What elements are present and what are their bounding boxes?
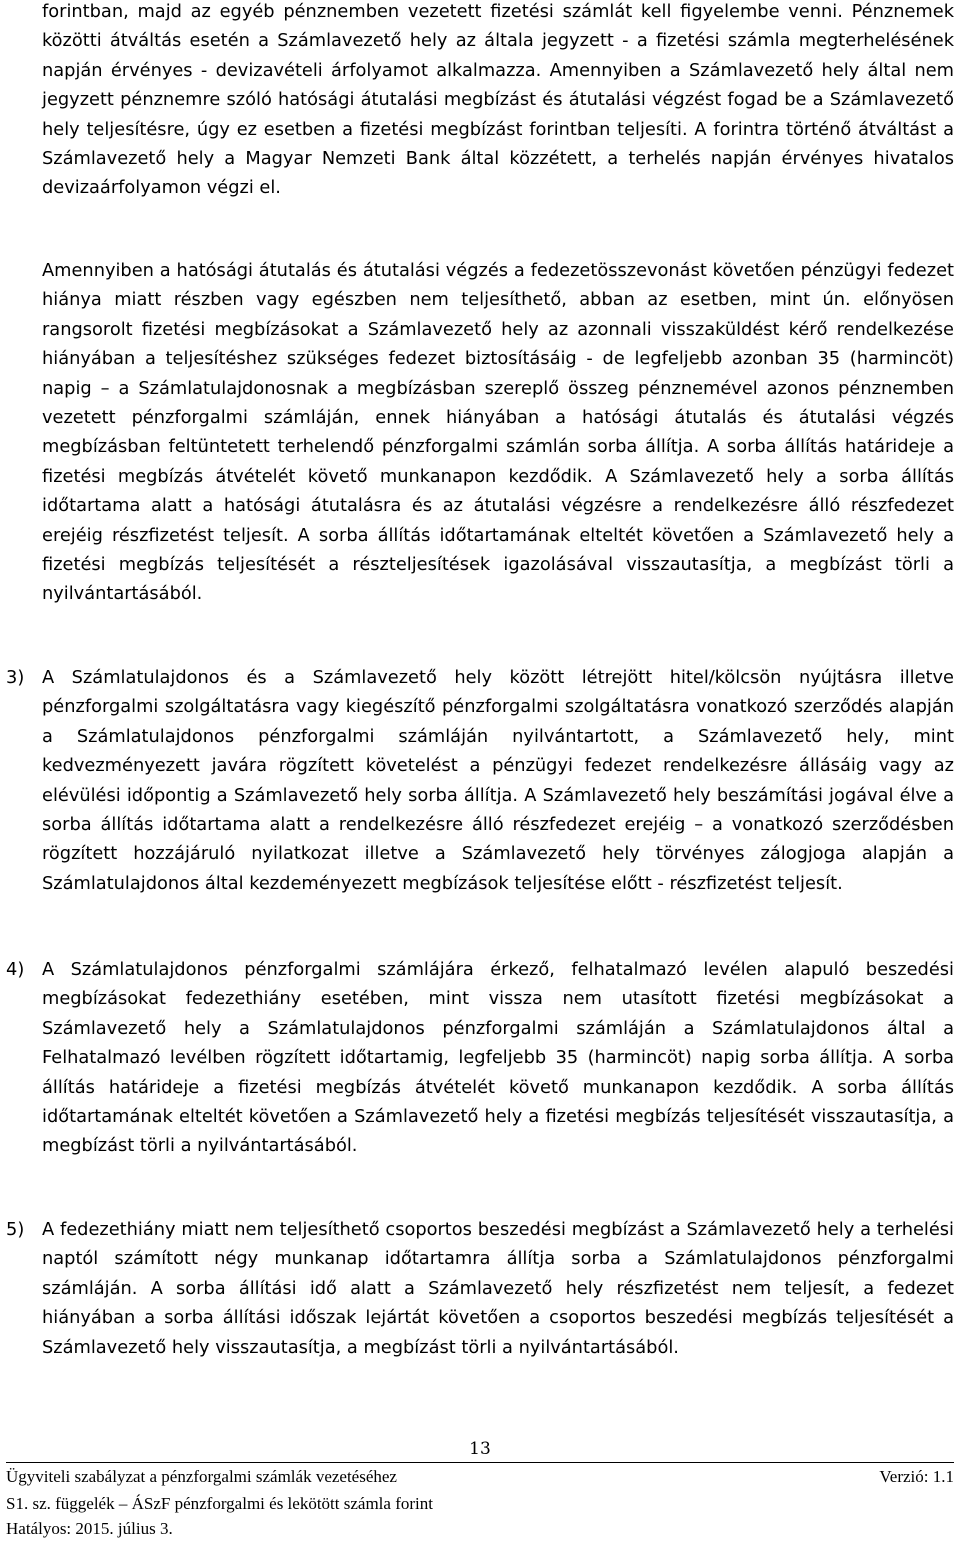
footer-annex: S1. sz. függelék – ÁSzF pénzforgalmi és lekötött számla forint [6,1494,433,1513]
page-number: 13 [469,1439,491,1459]
list-item-text: A fedezethiány miatt nem teljesíthető csoportos beszedési megbízást a Számlavezető hely a terhelési naptól számított négy munkanap időtartamra állítja sorba a Számlatulajdonos pénzforgalmi számláján. A sorba állítási idő alatt a Számlavezető hely részfizetést nem teljesít, a fedezet hiányában a sorba állítási időszak lejártát követően a csoportos beszedési megbízás teljesítését a Számlavezető hely visszautasítja, a megbízást törli a nyilvántartásából. [42,1219,954,1358]
fund-shortage-paragraph: Amennyiben a hatósági átutalás és átutalási végzés a fedezetösszevonást követően pénzügyi fedezet hiánya miatt részben vagy egészben nem teljesíthető, abban az esetben, mint ún. előnyösen rangsorolt fizetési megbízásokat a Számlavezető hely az azonnali visszaküldést kérő rendelkezése hiányában a teljesítéshez szükséges fedezet biztosításáig - de legfeljebb azonban 35 (harmincöt) napig – a Számlatulajdonosnak a megbízásban szereplő összeg pénznemével azonos pénznemben vezetett pénzforgalmi számláján, ennek hiányában a hatósági átutalás és átutalási végzés megbízásban feltüntetett terhelendő pénzforgalmi számlán sorba állítja. A sorba állítás határideje a fizetési megbízás átvételét követő munkanapon kezdődik. A Számlavezető hely a sorba állítás időtartama alatt a hatósági átutalásra és az átutalási végzésre a rendelkezésre álló részfedezet erejéig részfizetést teljesít. A sorba állítás időtartamának elteltét követően a Számlavezető hely a fizetési megbízás teljesítését a részteljesítések igazolásával visszautasítja, a megbízást törli a nyilvántartásából. [42,260,954,605]
list-item-number: 3) [6,667,25,688]
list-item-number: 4) [6,959,25,980]
footer-version: Verzió: 1.1 [879,1467,954,1486]
list-item-number: 5) [6,1219,25,1240]
footer-divider [6,1462,954,1463]
list-item-text: A Számlatulajdonos és a Számlavezető hely között létrejött hitel/kölcsön nyújtásra illetve pénzforgalmi szolgáltatásra vagy kiegészítő pénzforgalmi szolgáltatásra vonatkozó szerződés alapján a Számlatulajdonos pénzforgalmi számláján nyilvántartott, a Számlavezető hely, mint kedvezményezett javára rögzített követelést a pénzügyi fedezet rendelkezésre állásáig vagy az elévülési időpontig a Számlavezető hely sorba állítja. A Számlavezető hely beszámítási jogával élve a sorba állítás időtartama alatt a rendelkezésre álló részfedezet erejéig – a vonatkozó szerződésben rögzített hozzájáruló nyilatkozat illetve a Számlavezető hely törvényes zálogjoga alapján a Számlatulajdonos által kezdeményezett megbízások teljesítése előtt - részfizetést teljesít. [42,667,954,894]
continuation-paragraph: forintban, majd az egyéb pénznemben vezetett fizetési számlát kell figyelembe venni. Pénznemek közötti átváltás esetén a Számlavezető hely az általa jegyzett - a fizetési számla megterhelésének napján érvényes - devizavételi árfolyamot alkalmazza. Amennyiben a Számlavezető hely által nem jegyzett pénznemre szóló hatósági átutalási megbízást és átutalási végzést fogad be a Számlavezető hely teljesítésre, úgy ez esetben a fizetési megbízást forintban teljesíti. A forintra történő átváltást a Számlavezető hely a Magyar Nemzeti Bank által közzétett, a terhelés napján érvényes hivatalos devizaárfolyamon végzi el. [42,1,954,199]
footer-line-1 [6,1465,954,1488]
footer-line-2 [6,1492,954,1515]
footer-line-3 [6,1517,954,1540]
footer-title: Ügyviteli szabályzat a pénzforgalmi számlák vezetéséhez [6,1467,397,1486]
list-item-text: A Számlatulajdonos pénzforgalmi számlájára érkező, felhatalmazó levélen alapuló beszedési megbízásokat fedezethiány esetében, mint vissza nem utasított fizetési megbízásokat a Számlavezető hely a Számlatulajdonos pénzforgalmi számláján a Számlatulajdonos által a Felhatalmazó levélben rögzített időtartamig, legfeljebb 35 (harmincöt) napig sorba állítja. A sorba állítás határideje a fizetési megbízás átvételét követő munkanapon kezdődik. A sorba állítás időtartamának elteltét követően a Számlavezető hely a fizetési megbízás teljesítését visszautasítja, a megbízást törli a nyilvántartásából. [42,959,954,1157]
footer-effective-date: Hatályos: 2015. július 3. [6,1519,173,1538]
